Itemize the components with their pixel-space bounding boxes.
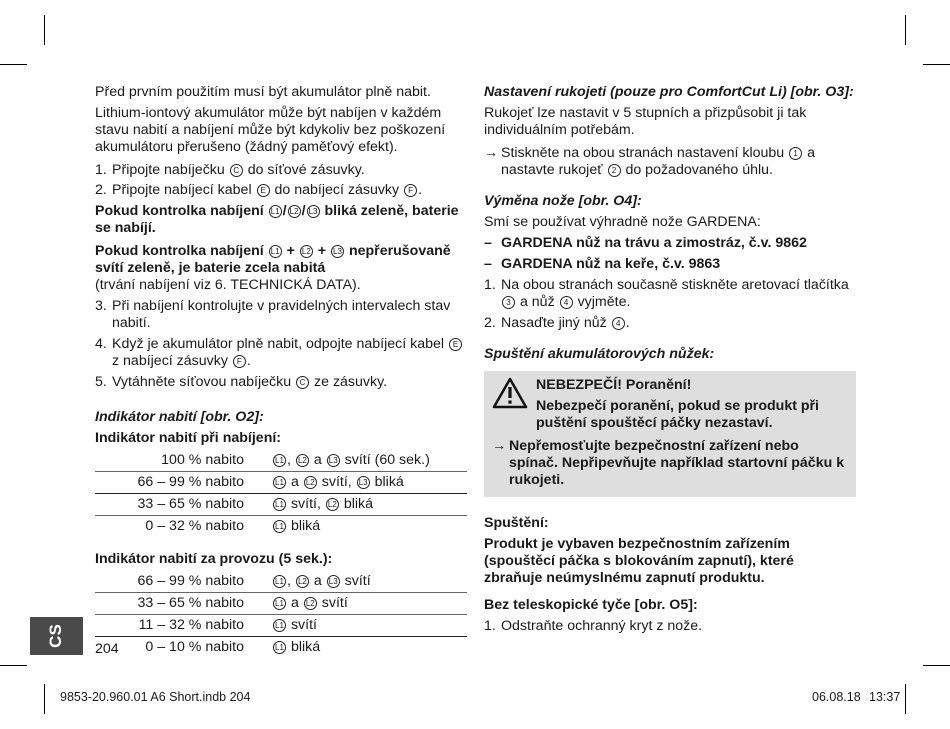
crop-mark bbox=[905, 684, 906, 714]
table-row: 100 % nabito L1 , L2 a L3 svítí (60 sek.) bbox=[161, 452, 430, 468]
section-heading: Indikátor nabití [obr. O2]: bbox=[95, 409, 264, 425]
callout-4-icon: 4 bbox=[612, 317, 625, 330]
list-item: 2. Nasaďte jiný nůž 4 . bbox=[484, 315, 630, 331]
danger-instruction: → Nepřemosťujte bezpečnostní zařízení nebo spínač. Nepřipevňujte například startovní páčku k rukojeti. bbox=[492, 438, 845, 488]
paragraph: Produkt je vybaven bezpečnostním zařízením (spouštěcí páčka s blokováním zapnutí), které zbraňuje neúmyslnému zapnutí produktu. bbox=[484, 536, 794, 586]
l1-indicator-icon: L1 bbox=[273, 520, 286, 533]
l1-indicator-icon: L1 bbox=[273, 575, 286, 588]
table-row: 66 – 99 % nabito L1 a L2 svítí, L3 bliká bbox=[95, 472, 467, 494]
callout-4-icon: 4 bbox=[560, 296, 573, 309]
list-item: 2. Připojte nabíjecí kabel E do nabíjecí zásuvky F . bbox=[95, 182, 423, 198]
section-heading: Spuštění akumulátorových nůžek: bbox=[484, 346, 715, 362]
l2-indicator-icon: L2 bbox=[300, 245, 313, 258]
l1-indicator-icon: L1 bbox=[273, 498, 286, 511]
list-item: 1. Odstraňte ochranný kryt z nože. bbox=[484, 618, 703, 634]
list-item: 3. Při nabíjení kontrolujte v pravidelných intervalech stav nabití. bbox=[95, 298, 451, 331]
right-column bbox=[484, 84, 856, 635]
callout-f-icon: F bbox=[233, 355, 246, 368]
danger-box bbox=[484, 371, 856, 497]
footer-time: 13:37 bbox=[869, 690, 901, 704]
language-code: CS bbox=[45, 624, 65, 648]
danger-title: NEBEZPEČÍ! Poranění! bbox=[536, 377, 692, 393]
table-row: 33 – 65 % nabito L1 a L2 svítí bbox=[95, 593, 467, 615]
paragraph: Smí se používat výhradně nože GARDENA: bbox=[484, 214, 761, 230]
crop-mark bbox=[0, 665, 27, 666]
callout-2-icon: 2 bbox=[608, 164, 621, 177]
charging-blink-note: Pokud kontrolka nabíjení L1 / L2 / L3 bliká zeleně, baterie se nabíjí. bbox=[95, 203, 459, 236]
l3-indicator-icon: L3 bbox=[307, 205, 320, 218]
language-tab bbox=[30, 617, 83, 655]
crop-mark bbox=[44, 15, 45, 45]
l1-indicator-icon: L1 bbox=[269, 245, 282, 258]
list-item: 1. Na obou stranách současně stiskněte aretovací tlačítka 3 a nůž 4 vyjměte. bbox=[484, 277, 849, 310]
section-heading: Výměna nože [obr. O4]: bbox=[484, 193, 642, 209]
crop-mark bbox=[905, 15, 906, 45]
l1-indicator-icon: L1 bbox=[273, 641, 286, 654]
footer-date: 06.08.18 bbox=[812, 690, 861, 704]
operation-indicator-table bbox=[95, 571, 467, 658]
table-row: 33 – 65 % nabito L1 svítí, L2 bliká bbox=[95, 494, 467, 516]
crop-mark bbox=[923, 64, 950, 65]
list-item: – GARDENA nůž na keře, č.v. 9863 bbox=[484, 256, 721, 272]
l1-indicator-icon: L1 bbox=[273, 476, 286, 489]
l3-indicator-icon: L3 bbox=[327, 454, 340, 467]
table-row: 0 – 10 % nabito L1 bliká bbox=[95, 637, 467, 659]
l3-indicator-icon: L3 bbox=[331, 245, 344, 258]
arrow-icon: → bbox=[492, 438, 507, 454]
list-item: 4. Když je akumulátor plně nabit, odpojte nabíjecí kabel E z nabíjecí zásuvky F . bbox=[95, 336, 467, 370]
subsection-heading: Indikátor nabití při nabíjení: bbox=[95, 430, 282, 446]
callout-e-icon: E bbox=[257, 184, 270, 197]
section-heading: Spuštění: bbox=[484, 515, 549, 531]
crop-mark bbox=[0, 64, 27, 65]
l1-indicator-icon: L1 bbox=[273, 454, 286, 467]
l1-indicator-icon: L1 bbox=[273, 619, 286, 632]
subsection-heading: Indikátor nabití za provozu (5 sek.): bbox=[95, 551, 333, 567]
intro-paragraph: Před prvním použitím musí být akumulátor plně nabit. bbox=[95, 84, 431, 100]
callout-c-icon: C bbox=[296, 376, 309, 389]
callout-1-icon: 1 bbox=[789, 147, 802, 160]
danger-text: Nebezpečí poranění, pokud se produkt při puštění spouštěcí páčky nezastaví. bbox=[536, 398, 820, 431]
l1-indicator-icon: L1 bbox=[273, 597, 286, 610]
charge-indicator-table bbox=[95, 450, 467, 537]
l2-indicator-icon: L2 bbox=[304, 476, 317, 489]
callout-c-icon: C bbox=[230, 164, 243, 177]
paragraph: Rukojeť lze nastavit v 5 stupních a přizpůsobit ji tak individuálním potřebám. bbox=[484, 105, 807, 138]
list-item: 5. Vytáhněte síťovou nabíječku C ze zásuvky. bbox=[95, 374, 388, 390]
section-heading: Nastavení rukojeti (pouze pro ComfortCut Li) [obr. O3]: bbox=[484, 84, 854, 100]
left-column bbox=[95, 84, 467, 658]
list-item: – GARDENA nůž na trávu a zimostráz, č.v. 9862 bbox=[484, 235, 807, 251]
l2-indicator-icon: L2 bbox=[288, 205, 301, 218]
table-row: 66 – 99 % nabito L1 , L2 a L3 svítí bbox=[137, 573, 371, 589]
callout-f-icon: F bbox=[404, 184, 417, 197]
callout-3-icon: 3 bbox=[502, 296, 515, 309]
page-number: 204 bbox=[95, 641, 119, 657]
section-heading: Bez teleskopické tyče [obr. O5]: bbox=[484, 597, 698, 613]
charging-duration-note: (trvání nabíjení viz 6. TECHNICKÁ DATA). bbox=[95, 277, 361, 293]
crop-mark bbox=[923, 665, 950, 666]
table-row: 11 – 32 % nabito L1 svítí bbox=[95, 615, 467, 637]
l2-indicator-icon: L2 bbox=[326, 498, 339, 511]
list-item: 1. Připojte nabíječku C do síťové zásuvky. bbox=[95, 162, 365, 178]
charging-full-note: Pokud kontrolka nabíjení L1 + L2 + L3 nepřerušovaně svítí zeleně, je baterie zcela nabitá bbox=[95, 243, 451, 276]
l2-indicator-icon: L2 bbox=[296, 454, 309, 467]
l3-indicator-icon: L3 bbox=[357, 476, 370, 489]
footer-file: 9853-20.960.01 A6 Short.indb 204 bbox=[60, 690, 251, 704]
arrow-icon: → bbox=[484, 145, 499, 161]
l2-indicator-icon: L2 bbox=[296, 575, 309, 588]
l1-indicator-icon: L1 bbox=[269, 205, 282, 218]
l3-indicator-icon: L3 bbox=[327, 575, 340, 588]
l2-indicator-icon: L2 bbox=[304, 597, 317, 610]
warning-triangle-icon bbox=[492, 377, 536, 432]
crop-mark bbox=[44, 684, 45, 714]
callout-e-icon: E bbox=[449, 338, 462, 351]
intro-paragraph: Lithium-iontový akumulátor může být nabíjen v každém stavu nabití a nabíjení může být kdykoliv bez poškození akumulátoru přerušeno (žádný paměťový efekt). bbox=[95, 105, 446, 155]
instruction-item: → Stiskněte na obou stranách nastavení kloubu 1 a nastavte rukojeť 2 do požadovaného úhlu. bbox=[484, 145, 815, 178]
table-row: 0 – 32 % nabito L1 bliká bbox=[95, 516, 467, 538]
